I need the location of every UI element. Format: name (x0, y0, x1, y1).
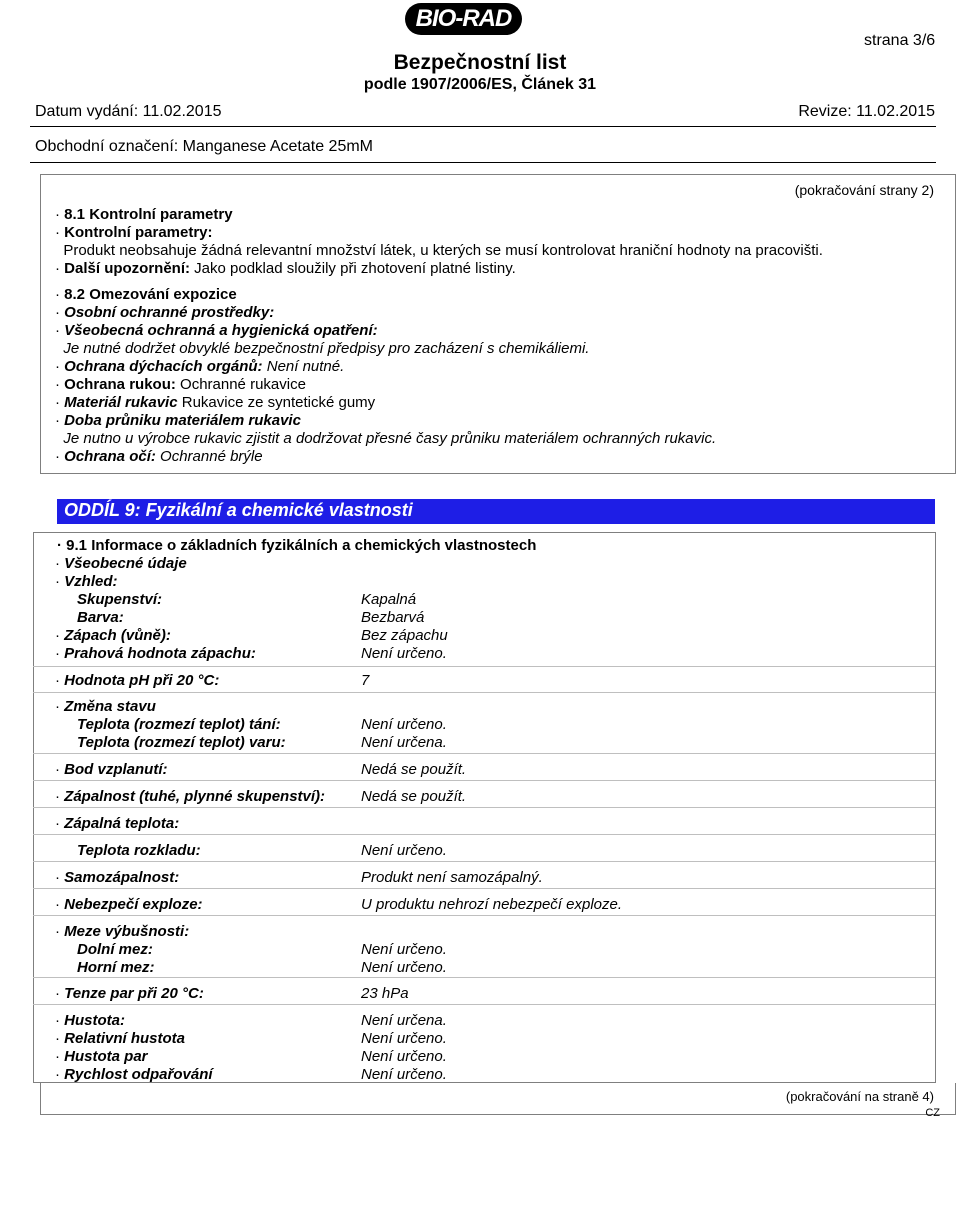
section8-line (55, 304, 274, 322)
row-bullet: · (55, 1066, 65, 1083)
property-value: Není určeno. (361, 1030, 447, 1047)
property-label (77, 609, 124, 627)
property-label (77, 941, 153, 959)
row-label: Hodnota pH při 20 °C: (64, 672, 220, 689)
row-bullet: · (55, 645, 65, 662)
row-label: Horní mez: (77, 959, 155, 976)
line-bullet: · (55, 412, 65, 429)
row-label: Teplota (rozmezí teplot) tání: (77, 716, 281, 733)
row-separator (33, 834, 935, 835)
revision-date: Revize: 11.02.2015 (798, 103, 935, 120)
section8-line (55, 376, 306, 394)
line-bullet: · (55, 394, 65, 411)
line-label: Další upozornění: (64, 260, 191, 277)
property-value: Bezbarvá (361, 609, 425, 626)
page-number: strana 3/6 (864, 32, 936, 49)
property-value: Není určeno. (361, 959, 447, 976)
property-label (55, 672, 219, 690)
trade-name: Obchodní označení: Manganese Acetate 25mM (35, 138, 373, 155)
row-label: Hustota par (64, 1048, 148, 1065)
property-label (77, 716, 281, 734)
property-value: Není určena. (361, 734, 447, 751)
row-label: Změna stavu (64, 698, 156, 715)
row-bullet: · (55, 573, 65, 590)
line-value: Je nutno u výrobce rukavic zjistit a dodržovat přesné časy průniku materiálem ochranných rukavic. (63, 430, 717, 447)
section8-line (55, 286, 237, 304)
line-value: Produkt neobsahuje žádná relevantní množství látek, u kterých se musí kontrolovat hraniční hodnoty na pracovišti. (63, 242, 823, 259)
property-label (55, 627, 171, 645)
row-separator (33, 780, 935, 781)
property-value: Není určena. (361, 1012, 447, 1029)
row-label: Rychlost odpařování (64, 1066, 213, 1083)
property-value: Není určeno. (361, 1048, 447, 1065)
row-label: Teplota (rozmezí teplot) varu: (77, 734, 286, 751)
row-label: Všeobecné údaje (64, 555, 187, 572)
property-label (77, 959, 155, 977)
property-label (77, 842, 201, 860)
row-label: Samozápalnost: (64, 869, 180, 886)
section8-line (55, 358, 344, 376)
line-label: Kontrolní parametry: (64, 224, 213, 241)
line-bullet: · (55, 304, 65, 321)
row-label: Nebezpečí exploze: (64, 896, 203, 913)
row-label: Prahová hodnota zápachu: (64, 645, 256, 662)
row-bullet: · (55, 1048, 65, 1065)
line-bullet: · (55, 286, 65, 303)
line-bullet: · (55, 322, 65, 339)
row-bullet: · (55, 896, 65, 913)
property-label (77, 734, 286, 752)
property-label (55, 985, 204, 1003)
row-label: Zápalnost (tuhé, plynné skupenství): (64, 788, 326, 805)
line-bullet: · (55, 260, 65, 277)
property-value: U produktu nehrozí nebezpečí exploze. (361, 896, 622, 913)
row-bullet: · (55, 1012, 65, 1029)
line-label: 8.2 Omezování expozice (64, 286, 237, 303)
row-separator (33, 888, 935, 889)
property-label (55, 1012, 125, 1030)
row-separator (33, 753, 935, 754)
line-label: Všeobecná ochranná a hygienická opatření: (64, 322, 378, 339)
section8-line (55, 448, 263, 466)
section8-line (55, 206, 233, 224)
row-bullet: · (55, 761, 65, 778)
property-value: Nedá se použít. (361, 788, 467, 805)
section8-line (55, 340, 589, 358)
property-value: Kapalná (361, 591, 417, 608)
line-value: Ochranné rukavice (175, 376, 306, 393)
property-label (55, 923, 189, 941)
bio-rad-logo: BIO-RAD (405, 3, 522, 35)
property-value: 23 hPa (361, 985, 409, 1002)
line-label: Ochrana očí: (64, 448, 156, 465)
header-divider (30, 126, 936, 127)
row-separator (33, 977, 935, 978)
property-label (55, 761, 168, 779)
row-label: Bod vzplanutí: (64, 761, 168, 778)
row-label: Relativní hustota (64, 1030, 186, 1047)
header-divider-2 (30, 162, 936, 163)
line-label: Doba průniku materiálem rukavic (64, 412, 301, 429)
line-label: Ochrana dýchacích orgánů: (64, 358, 263, 375)
line-label: Osobní ochranné prostředky: (64, 304, 275, 321)
line-bullet: · (55, 358, 65, 375)
property-value: Bez zápachu (361, 627, 448, 644)
line-label: Ochrana rukou: (64, 376, 176, 393)
section8-line (55, 430, 716, 448)
row-bullet: · (55, 672, 65, 689)
property-label (55, 1030, 185, 1048)
property-value: Není určeno. (361, 645, 447, 662)
row-bullet: · (55, 923, 65, 940)
row-label: Barva: (77, 609, 124, 626)
row-label: Teplota rozkladu: (77, 842, 201, 859)
property-label (55, 896, 203, 914)
property-label (55, 573, 118, 591)
line-bullet: · (55, 224, 65, 241)
section9-banner-title: ODDÍL 9: Fyzikální a chemické vlastnosti (64, 500, 413, 520)
line-value: Jako podklad sloužily při zhotovení platné listiny. (190, 260, 516, 277)
property-value: Není určeno. (361, 842, 447, 859)
section9-heading: · 9.1 Informace o základních fyzikálních a chemických vlastnostech (57, 537, 537, 554)
line-value: Rukavice ze syntetické gumy (177, 394, 376, 411)
line-bullet: · (55, 206, 65, 223)
row-bullet: · (55, 815, 65, 832)
row-separator (33, 861, 935, 862)
row-label: Tenze par při 20 °C: (64, 985, 204, 1002)
property-label (55, 1048, 148, 1066)
row-bullet: · (55, 627, 65, 644)
row-separator (33, 692, 935, 693)
line-label: 8.1 Kontrolní parametry (64, 206, 233, 223)
row-separator (33, 807, 935, 808)
issue-date: Datum vydání: 11.02.2015 (35, 103, 222, 120)
row-label: Zápach (vůně): (64, 627, 171, 644)
language-code: CZ (925, 1107, 940, 1119)
line-value: Není nutné. (262, 358, 345, 375)
row-bullet: · (55, 869, 65, 886)
property-label (55, 788, 325, 806)
row-bullet: · (55, 698, 65, 715)
line-bullet: · (55, 376, 65, 393)
property-label (77, 591, 162, 609)
property-value: Není určeno. (361, 1066, 447, 1083)
property-value: Není určeno. (361, 941, 447, 958)
property-label (55, 698, 156, 716)
line-label: Materiál rukavic (64, 394, 178, 411)
line-bullet: · (55, 448, 65, 465)
section8-line (55, 322, 378, 340)
row-label: Vzhled: (64, 573, 118, 590)
property-label (55, 1066, 213, 1084)
section8-line (55, 412, 301, 430)
section8-line (55, 394, 375, 412)
property-label (55, 645, 256, 663)
row-separator (33, 1004, 935, 1005)
row-bullet: · (55, 788, 65, 805)
property-label (55, 555, 187, 573)
property-label (55, 869, 179, 887)
row-label: Hustota: (64, 1012, 125, 1029)
section8-line (55, 242, 823, 260)
row-label: Meze výbušnosti: (64, 923, 190, 940)
row-bullet: · (55, 1030, 65, 1047)
row-bullet: · (55, 985, 65, 1002)
row-label: Skupenství: (77, 591, 163, 608)
section8-line (55, 224, 213, 242)
row-bullet: · (55, 555, 65, 572)
property-label (55, 815, 179, 833)
line-value: Ochranné brýle (155, 448, 263, 465)
row-separator (33, 915, 935, 916)
document-subtitle: podle 1907/2006/ES, Článek 31 (363, 76, 597, 93)
property-value: Produkt není samozápalný. (361, 869, 543, 886)
property-value: Nedá se použít. (361, 761, 467, 778)
document-title: Bezpečnostní list (393, 51, 567, 74)
continued-label: (pokračování strany 2) (794, 182, 934, 198)
property-value: 7 (361, 672, 370, 689)
row-label: Zápalná teplota: (64, 815, 180, 832)
continued-next-label: (pokračování na straně 4) (785, 1089, 934, 1104)
property-value: Není určeno. (361, 716, 447, 733)
section8-line (55, 260, 516, 278)
row-label: Dolní mez: (77, 941, 153, 958)
line-value: Je nutné dodržet obvyklé bezpečnostní předpisy pro zacházení s chemikáliemi. (63, 340, 590, 357)
row-separator (33, 666, 935, 667)
